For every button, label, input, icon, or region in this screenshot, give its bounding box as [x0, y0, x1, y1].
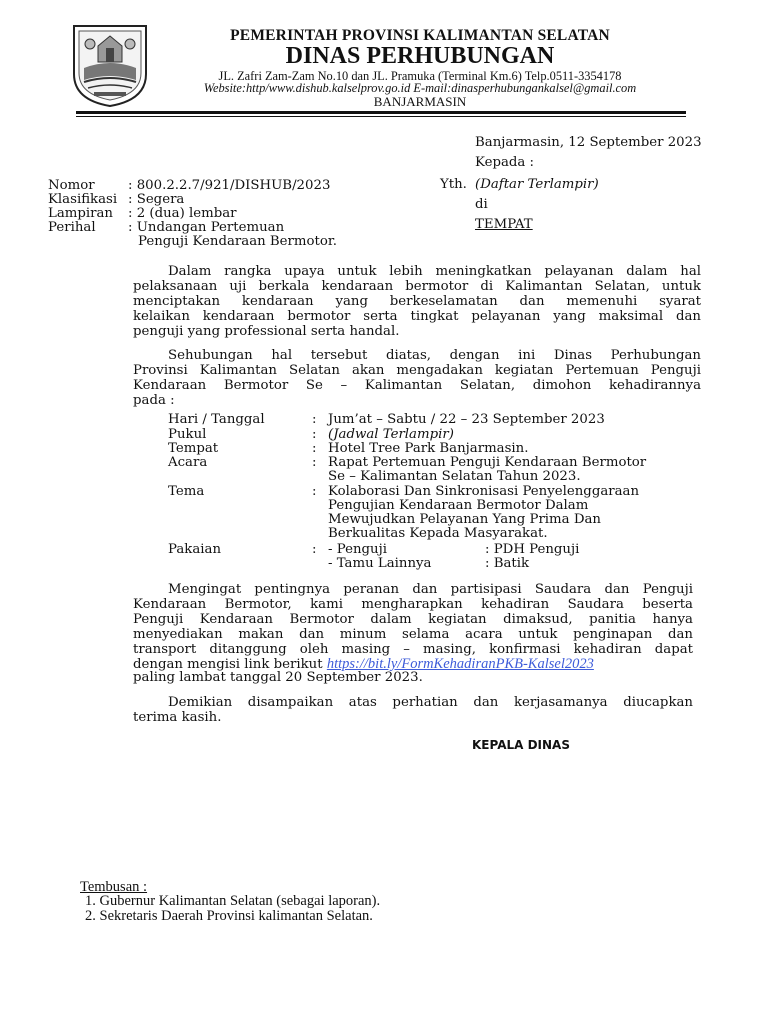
- tema-value-line: Pengujian Kendaraan Bermotor Dalam: [328, 498, 589, 513]
- pukul-label: Pukul: [168, 427, 207, 442]
- para1-line: penguji yang professional serta handal.: [133, 324, 400, 339]
- para4-line: terima kasih.: [133, 710, 222, 725]
- colon: :: [312, 441, 317, 456]
- lampiran-value: : 2 (dua) lembar: [128, 206, 237, 221]
- signature-title: KEPALA DINAS: [472, 738, 570, 752]
- tembusan-item: 1. Gubernur Kalimantan Selatan (sebagai laporan).: [85, 893, 381, 909]
- para2-line: Sehubungan hal tersebut diatas, dengan ini Dinas Perhubungan: [168, 348, 701, 363]
- para2-line: Provinsi Kalimantan Selatan akan mengadakan kegiatan Pertemuan Penguji: [133, 363, 701, 378]
- para1-line: Dalam rangka upaya untuk lebih meningkatkan pelayanan dalam hal: [168, 264, 701, 279]
- tema-value-line: Mewujudkan Pelayanan Yang Prima Dan: [328, 512, 601, 527]
- acara-value-cont: Se – Kalimantan Selatan Tahun 2023.: [328, 469, 581, 484]
- tema-value-line: Berkualitas Kepada Masyarakat.: [328, 526, 548, 541]
- attendance-form-link[interactable]: https://bit.ly/FormKehadiranPKB-Kalsel2023: [326, 656, 594, 672]
- letterhead-rule-thin: [76, 116, 686, 117]
- colon: :: [312, 412, 317, 427]
- acara-label: Acara: [168, 455, 208, 470]
- colon: :: [312, 455, 317, 470]
- para1-line: pelaksanaan uji berkala kendaraan bermotor di Kalimantan Selatan, untuk: [133, 279, 701, 294]
- tembusan-title: Tembusan :: [80, 879, 148, 895]
- pakaian-who: - Penguji: [328, 542, 387, 557]
- para3-line: transport ditanggung oleh masing – masing, konfirmasi kehadiran dapat: [133, 642, 693, 657]
- pakaian-label: Pakaian: [168, 542, 222, 557]
- para2-line: Kendaraan Bermotor Se – Kalimantan Selatan, dimohon kehadirannya: [133, 378, 701, 393]
- lampiran-label: Lampiran: [48, 206, 113, 221]
- perihal-value-cont: Penguji Kendaraan Bermotor.: [138, 234, 337, 249]
- tempat-event-value: Hotel Tree Park Banjarmasin.: [328, 441, 529, 456]
- colon: :: [312, 484, 317, 499]
- nomor-value: : 800.2.2.7/921/DISHUB/2023: [128, 178, 331, 193]
- letterhead-rule-thick: [76, 111, 686, 114]
- agency-city: BANJARMASIN: [373, 94, 467, 109]
- para3-line: Penguji Kendaraan Bermotor dalam kegiatan dimaksud, panitia hanya: [133, 612, 693, 627]
- para3-line: paling lambat tanggal 20 September 2023.: [133, 670, 423, 685]
- para3-line: Kendaraan Bermotor, kami mengharapkan kehadiran Saudara beserta: [133, 597, 693, 612]
- tempat-event-label: Tempat: [168, 441, 219, 456]
- perihal-label: Perihal: [48, 220, 96, 235]
- para3-link-prefix: dengan mengisi link berikut: [133, 657, 323, 672]
- pakaian-who: - Tamu Lainnya: [328, 556, 432, 571]
- government-heading: PEMERINTAH PROVINSI KALIMANTAN SELATAN: [230, 27, 610, 44]
- provincial-emblem-logo: [70, 22, 150, 108]
- colon: :: [312, 542, 317, 557]
- letter-date: Banjarmasin, 12 September 2023: [475, 135, 702, 150]
- para1-line: kelaikan kendaraan bermotor serta tingkat pelayanan yang maksimal dan: [133, 309, 701, 324]
- hari-label: Hari / Tanggal: [168, 412, 265, 427]
- colon: :: [312, 427, 317, 442]
- hari-value: Jum’at – Sabtu / 22 – 23 September 2023: [328, 412, 605, 427]
- agency-contact: Website:http/www.dishub.kalselprov.go.id E-mail:dinasperhubungankalsel@gmail.com: [203, 81, 637, 95]
- tema-value-line: Kolaborasi Dan Sinkronisasi Penyelenggaraan: [328, 484, 640, 499]
- agency-address: JL. Zafri Zam-Zam No.10 dan JL. Pramuka (Terminal Km.6) Telp.0511-3354178: [218, 69, 622, 83]
- pakaian-what: : PDH Penguji: [485, 542, 580, 557]
- klasifikasi-label: Klasifikasi: [48, 192, 118, 207]
- para1-line: menciptakan kendaraan yang berkeselamatan dan memenuhi syarat: [133, 294, 701, 309]
- perihal-value: : Undangan Pertemuan: [128, 220, 285, 235]
- nomor-label: Nomor: [48, 178, 95, 193]
- tempat-label: TEMPAT: [475, 217, 533, 232]
- para3-line: menyediakan makan dan minum selama acara untuk penginapan dan: [133, 627, 693, 642]
- tembusan-item: 2. Sekretaris Daerah Provinsi kalimantan Selatan.: [85, 908, 373, 924]
- pukul-value: (Jadwal Terlampir): [328, 427, 454, 442]
- di-label: di: [475, 197, 488, 212]
- agency-title: DINAS PERHUBUNGAN: [285, 43, 555, 69]
- klasifikasi-value: : Segera: [128, 192, 185, 207]
- para4-line: Demikian disampaikan atas perhatian dan kerjasamanya diucapkan: [168, 695, 693, 710]
- recipient-list: (Daftar Terlampir): [475, 177, 599, 192]
- addressee-label: Kepada :: [475, 155, 535, 170]
- yth-label: Yth.: [440, 177, 467, 192]
- tema-label: Tema: [168, 484, 205, 499]
- para2-line: pada :: [133, 393, 175, 408]
- pakaian-what: : Batik: [485, 556, 530, 571]
- acara-value: Rapat Pertemuan Penguji Kendaraan Bermotor: [328, 455, 647, 470]
- para3-line: Mengingat pentingnya peranan dan partisipasi Saudara dan Penguji: [168, 582, 693, 597]
